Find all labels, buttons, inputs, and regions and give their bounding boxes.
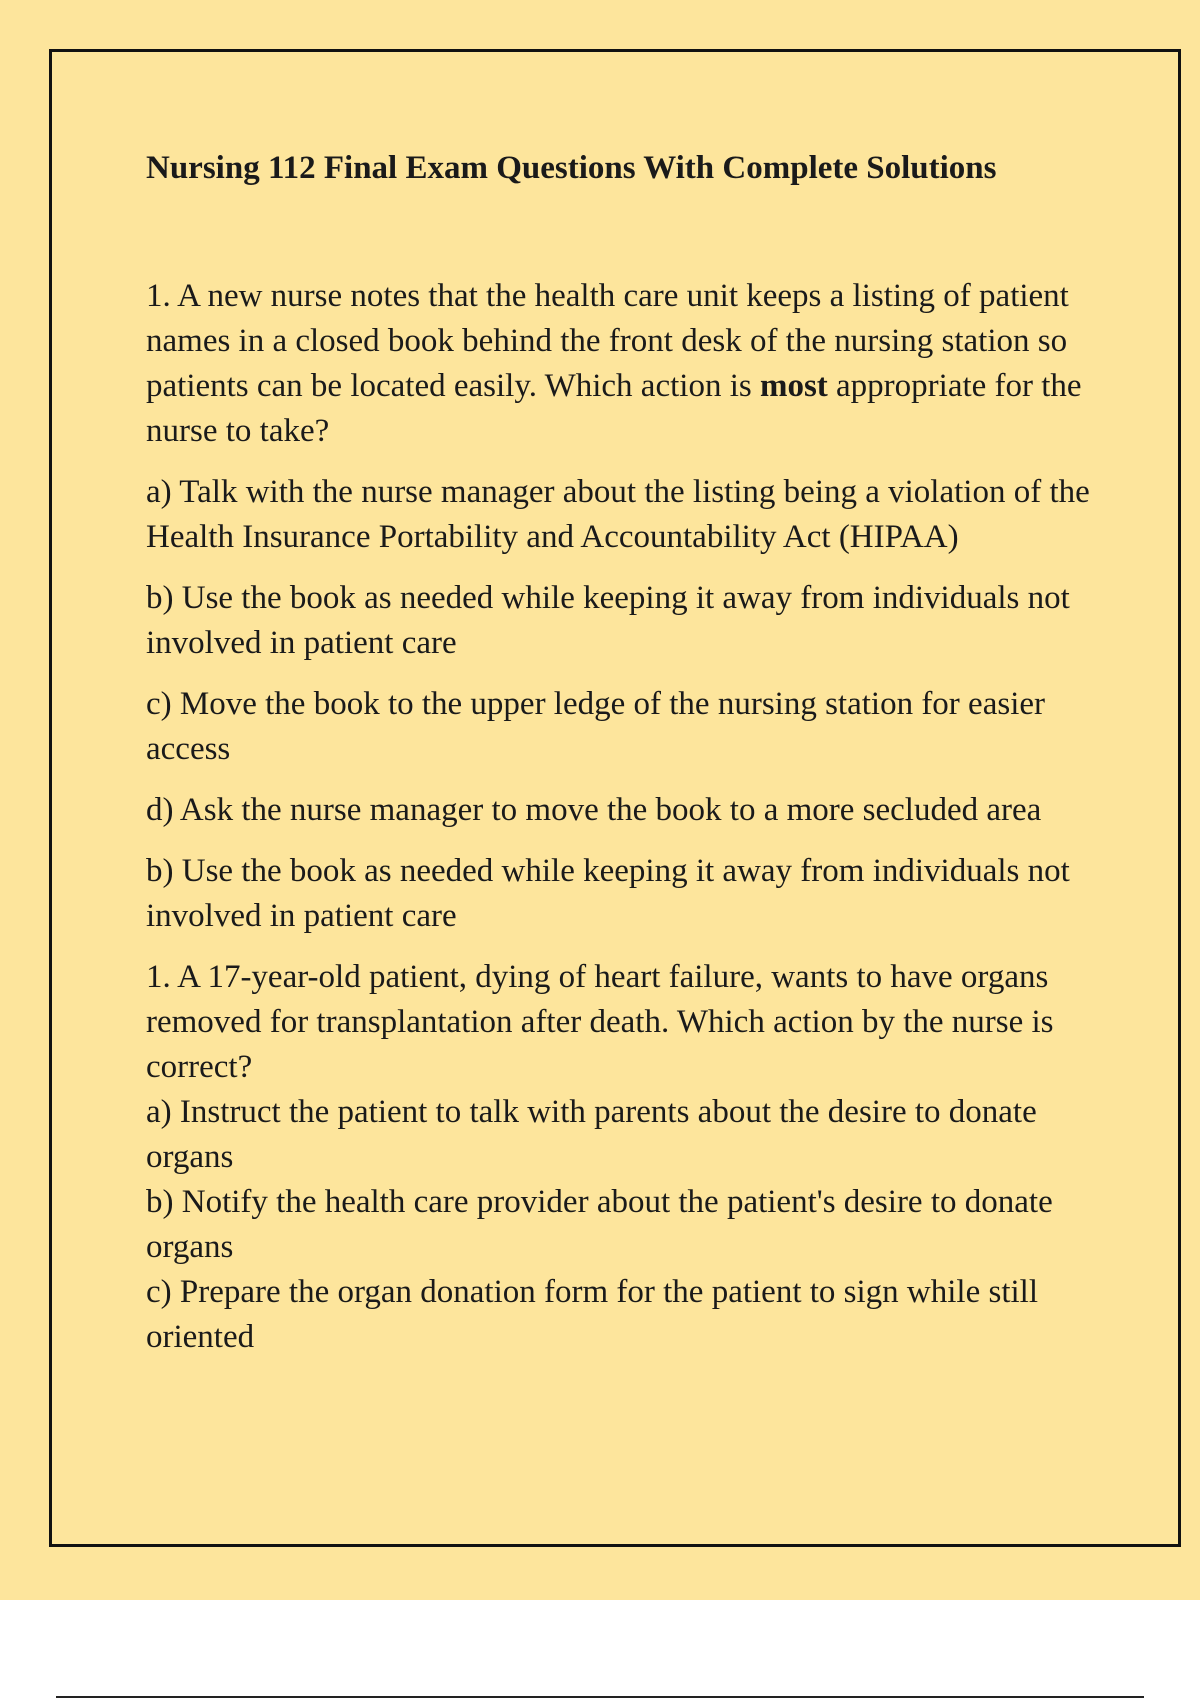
- question-1-stem-prefix: 1. A new nurse notes that the health care unit keeps a listing of patient names in a closed book behind the front desk of the nursing station so patients can be located easily. Which action is: [146, 278, 1069, 404]
- question-2-stem: 1. A 17-year-old patient, dying of heart failure, wants to have organs removed for transplantation after death. Which action by the nurse is correct?: [146, 959, 1054, 1085]
- question-1-option-c: c) Move the book to the upper ledge of the nursing station for easier access: [146, 686, 1045, 767]
- question-1-stem-emphasis: most: [759, 368, 828, 404]
- question-1-option-d: d) Ask the nurse manager to move the book to a more secluded area: [146, 792, 1042, 828]
- question-1-stem: [146, 274, 1106, 454]
- question-2-option-c: c) Prepare the organ donation form for the patient to sign while still oriented: [146, 1274, 1038, 1355]
- question-1-option-b: b) Use the book as needed while keeping it away from individuals not involved in patient care: [146, 580, 1070, 661]
- question-1-option-a: a) Talk with the nurse manager about the listing being a violation of the Health Insurance Portability and Accountability Act (HIPAA): [146, 474, 1090, 555]
- question-2: [146, 955, 1106, 1360]
- question-1-stem-suffix: appropriate for the nurse to take?: [146, 368, 1082, 449]
- footer-rule: [56, 1696, 1144, 1698]
- question-1: [146, 274, 1106, 939]
- document-title: Nursing 112 Final Exam Questions With Complete Solutions: [146, 150, 997, 186]
- question-2-option-b: b) Notify the health care provider about the patient's desire to donate organs: [146, 1184, 1053, 1265]
- document-content: [146, 142, 1106, 1360]
- question-1-answer: b) Use the book as needed while keeping it away from individuals not involved in patient care: [146, 853, 1070, 934]
- question-2-option-a: a) Instruct the patient to talk with parents about the desire to donate organs: [146, 1094, 1037, 1175]
